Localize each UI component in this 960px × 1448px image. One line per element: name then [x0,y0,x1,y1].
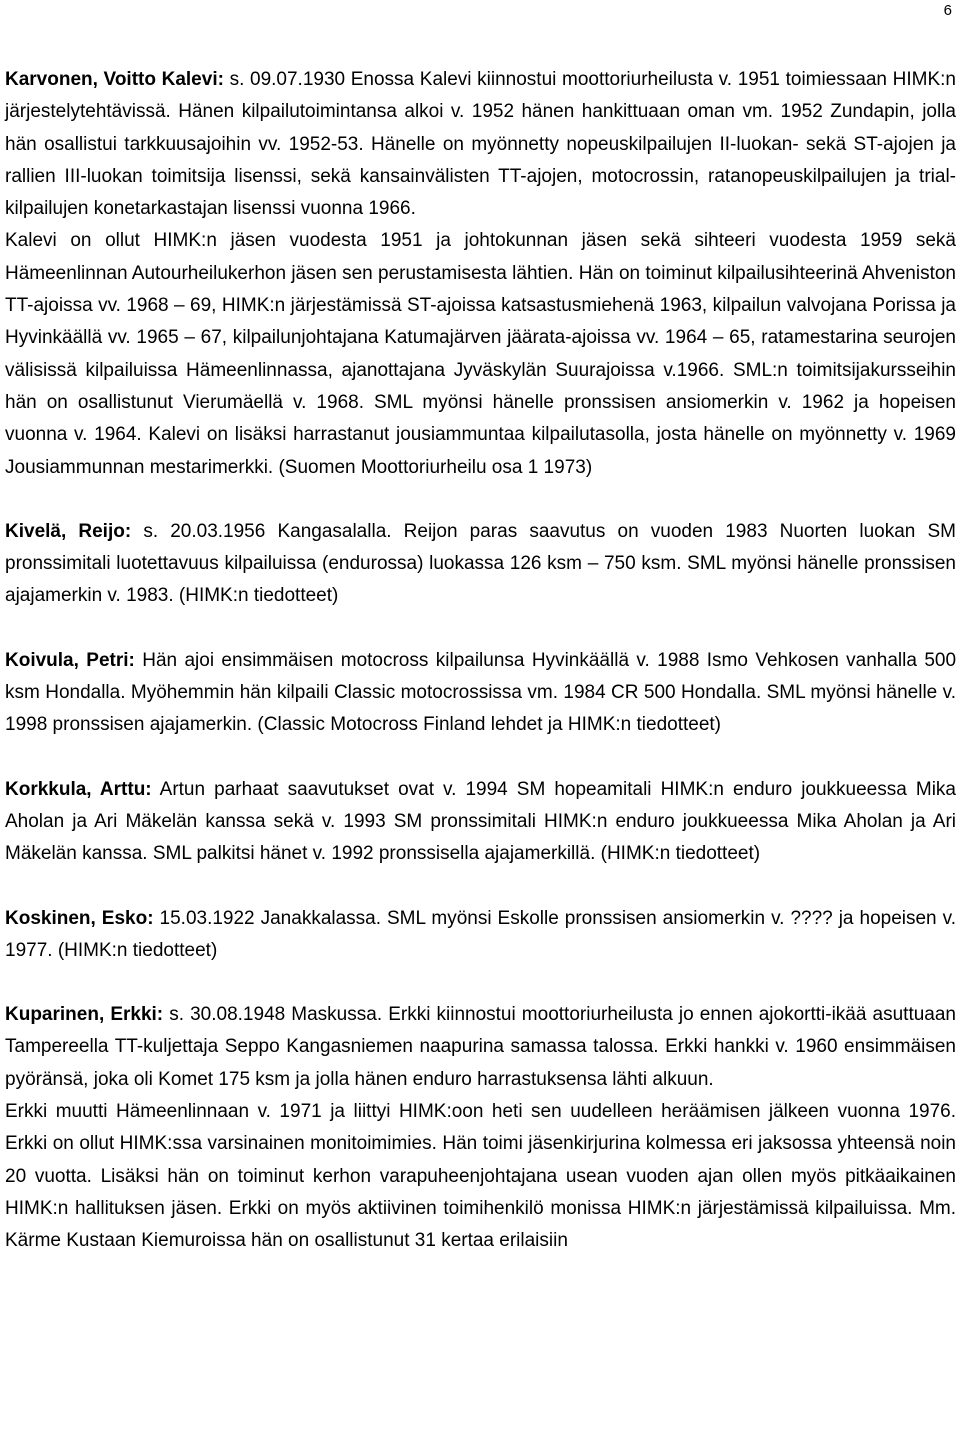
document-body [5,64,956,1258]
entry-text: s. 30.08.1948 Maskussa. Erkki kiinnostui moottoriurheilusta jo ennen ajokortti-ikää asuttuaan Tampereella TT-kuljettaja Seppo Kangasniemen naapurina samassa talossa. Erkki hankki v. 1960 ensimmäisen pyöränsä, joka oli Komet 175 ksm ja jolla hänen enduro harrastuksensa lähti alkuun. [5,1004,956,1090]
entry-karvonen [5,64,956,484]
entry-paragraph [5,774,956,871]
entry-paragraph [5,645,956,742]
spacer [5,871,956,903]
entry-kivela [5,516,956,613]
entry-text: Artun parhaat saavutukset ovat v. 1994 SM hopeamitali HIMK:n enduro joukkueessa Mika Aholan ja Ari Mäkelän kanssa sekä v. 1993 SM pronssimitali HIMK:n enduro joukkueessa Mika Aholan ja Ari Mäkelän kanssa. SML palkitsi hänet v. 1992 pronssisella ajajamerkillä. (HIMK:n tiedotteet) [5,778,956,865]
entry-kuparinen [5,999,956,1257]
entry-text: s. 20.03.1956 Kangasalalla. Reijon paras saavutus on vuoden 1983 Nuorten luokan SM pronssimitali luotettavuus kilpailuissa (endurossa) luokassa 126 ksm – 750 ksm. SML myönsi hänelle pronssisen ajajamerkin v. 1983. (HIMK:n tiedotteet) [5,520,956,607]
entry-korkkula [5,774,956,871]
entry-name: Kuparinen, Erkki: [5,1004,164,1026]
entry-name: Kivelä, Reijo: [5,520,132,542]
entry-text: 15.03.1922 Janakkalassa. SML myönsi Eskolle pronssisen ansiomerkin v. ???? ja hopeisen v. 1977. (HIMK:n tiedotteet) [5,907,956,961]
entry-name: Koivula, Petri: [5,649,135,671]
entry-koivula [5,645,956,742]
page-number: 6 [943,2,952,19]
entry-name: Karvonen, Voitto Kalevi: [5,69,224,90]
entry-paragraph: Erkki muutti Hämeenlinnaan v. 1971 ja liittyi HIMK:oon heti sen uudelleen heräämisen jälkeen vuonna 1976. Erkki on ollut HIMK:ssa varsinainen monitoimimies. Hän toimi jäsenkirjurina kolmessa eri jaksossa yhteensä noin 20 vuotta. Lisäksi hän on toiminut kerhon varapuheenjohtajana usean vuoden ajan ollen myös pitkäaikainen HIMK:n hallituksen jäsen. Erkki on myös aktiivinen toimihenkilö monissa HIMK:n järjestämissä kilpailuissa. Mm. Kärme Kustaan Kiemuroissa hän on osallistunut 31 kertaa erilaisiin [5,1101,956,1252]
entry-koskinen [5,903,956,968]
entry-paragraph [5,64,956,225]
entry-text: s. 09.07.1930 Enossa Kalevi kiinnostui moottoriurheilusta v. 1951 toimiessaan HIMK:n järjestelytehtävissä. Hänen kilpailutoimintansa alkoi v. 1952 hänen hankittuaan oman vm. 1952 Zundapin, jolla hän osallistui tarkkuusajoihin vv. 1952-53. Hänelle on myönnetty nopeuskilpailujen II-luokan- sekä ST-ajojen ja rallien III-luokan toimitsija lisenssi, sekä kansainvälisten TT-ajojen, motocrossin, ratanopeuskilpailujen ja trial-kilpailujen konetarkastajan lisenssi vuonna 1966. [5,69,956,220]
entry-paragraph [5,999,956,1096]
spacer [5,484,956,516]
spacer [5,613,956,645]
spacer [5,742,956,774]
spacer [5,967,956,999]
entry-name: Korkkula, Arttu: [5,778,152,800]
entry-text: Hän ajoi ensimmäisen motocross kilpailunsa Hyvinkäällä v. 1988 Ismo Vehkosen vanhalla 500 ksm Hondalla. Myöhemmin hän kilpaili Classic motocrossissa vm. 1984 CR 500 Hondalla. SML myönsi hänelle v. 1998 pronssisen ajajamerkin. (Classic Motocross Finland lehdet ja HIMK:n tiedotteet) [5,649,957,736]
entry-paragraph [5,516,956,613]
entry-paragraph: Kalevi on ollut HIMK:n jäsen vuodesta 1951 ja johtokunnan jäsen sekä sihteeri vuodesta 1959 sekä Hämeenlinnan Autourheilukerhon jäsen sen perustamisesta lähtien. Hän on toiminut kilpailusihteerinä Ahveniston TT-ajoissa vv. 1968 – 69, HIMK:n järjestämissä ST-ajoissa katsastusmiehenä 1963, kilpailun valvojana Porissa ja Hyvinkäällä vv. 1965 – 67, kilpailunjohtajana Katumajärven jäärata-ajoissa vv. 1964 – 65, ratamestarina seurojen välisissä kilpailuissa Hämeenlinnassa, ajanottajana Jyväskylän Suurajoissa v.1966. SML:n toimitsijakursseihin hän on osallistunut Vierumäellä v. 1968. SML myönsi hänelle pronssisen ansiomerkin v. 1962 ja hopeisen vuonna v. 1964. Kalevi on lisäksi harrastanut jousiammuntaa kilpailutasolla, josta hänelle on myönnetty v. 1969 Jousiammunnan mestarimerkki. (Suomen Moottoriurheilu osa 1 1973) [5,230,956,478]
entry-paragraph [5,903,956,968]
entry-name: Koskinen, Esko: [5,907,154,929]
